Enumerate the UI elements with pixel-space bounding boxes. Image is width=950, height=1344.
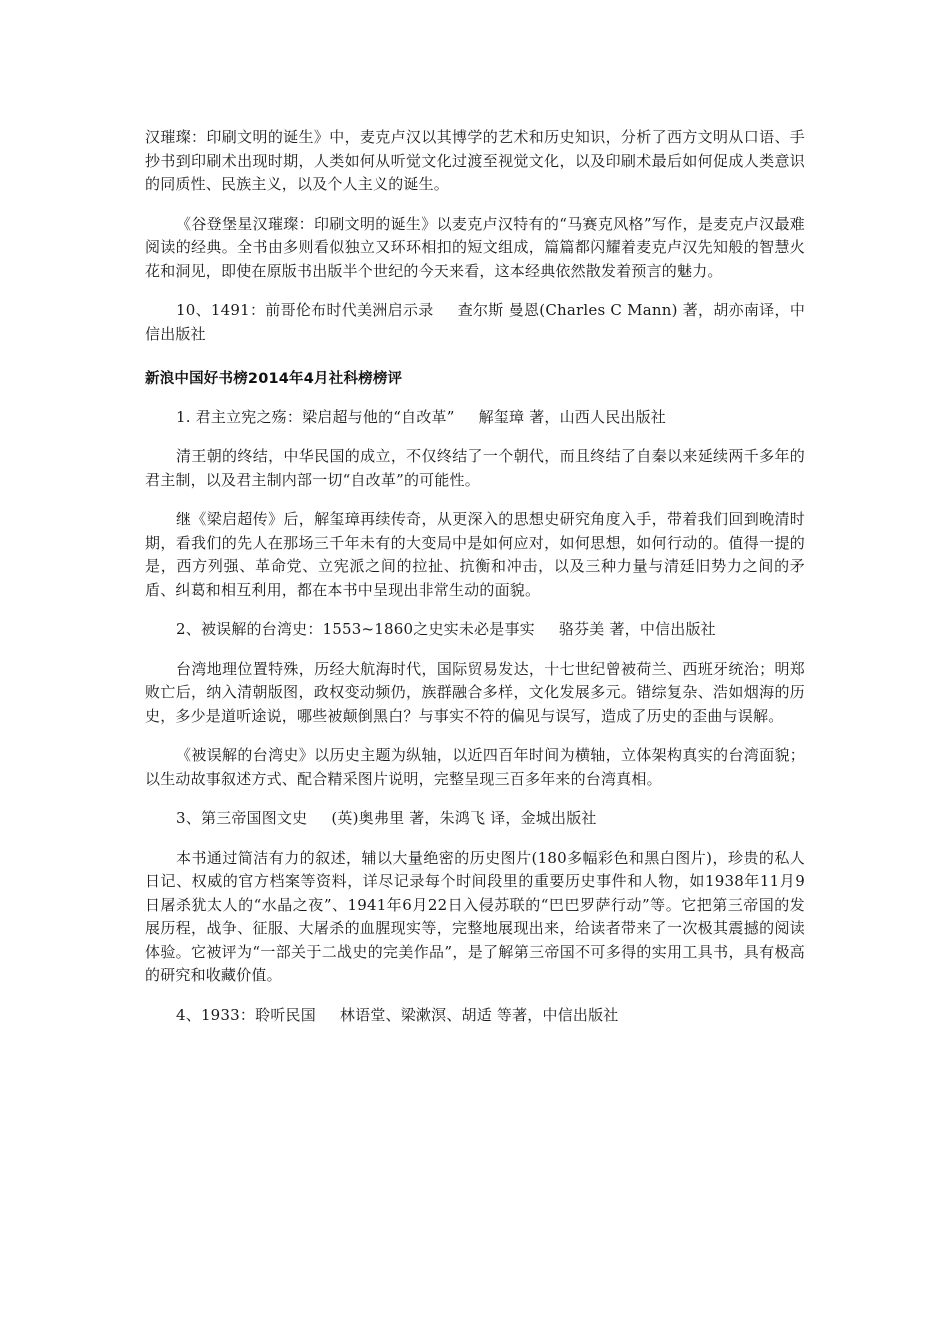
book-title: 2、被误解的台湾史：1553~1860之史实未必是事实 — [176, 620, 535, 638]
section-heading: 新浪中国好书榜2014年4月社科榜榜评 — [145, 371, 403, 387]
document-page — [145, 126, 805, 1043]
review-paragraph: 《被误解的台湾史》以历史主题为纵轴，以近四百年时间为横轴，立体架构真实的台湾面貌；以生动故事叙述方式、配合精采图片说明，完整呈现三百多年来的台湾真相。 — [145, 746, 805, 788]
book-description-paragraph: 《谷登堡星汉璀璨：印刷文明的诞生》以麦克卢汉特有的“马赛克风格”写作，是麦克卢汉最难阅读的经典。全书由多则看似独立又环环相扣的短文组成，篇篇都闪耀着麦克卢汉先知般的智慧火花和洞见，即使在原版书出版半个世纪的今天来看，这本经典依然散发着预言的魅力。 — [145, 214, 805, 280]
book-title: 4、1933：聆听民国 — [176, 1005, 316, 1024]
intro-paragraph-continued: 汉璀璨：印刷文明的诞生》中，麦克卢汉以其博学的艺术和历史知识，分析了西方文明从口语、手抄书到印刷术出现时期，人类如何从听觉文化过渡至视觉文化，以及印刷术最后如何促成人类意识的同质性、民族主义，以及个人主义的诞生。 — [145, 128, 805, 193]
book-author-publisher: 林语堂、梁漱溟、胡适 等著，中信出版社 — [339, 1005, 619, 1024]
book-author-publisher: (英)奥弗里 著，朱鸿飞 译，金城出版社 — [331, 809, 597, 827]
book-entry-3 — [145, 807, 805, 831]
book-author-publisher: 查尔斯 曼恩(Charles C Mann) 著，胡亦南译，中信出版社 — [145, 301, 806, 343]
book-entry-1 — [145, 406, 805, 430]
book-entry-10 — [145, 299, 805, 346]
book-title: 3、第三帝国图文史 — [176, 809, 308, 827]
book-author-publisher: 骆芬美 著，中信出版社 — [558, 620, 716, 638]
book-entry-4 — [145, 1004, 805, 1028]
review-paragraph: 本书通过简洁有力的叙述，辅以大量绝密的历史图片(180多幅彩色和黑白图片)，珍贵的私人日记、权威的官方档案等资料，详尽记录每个时间段里的重要历史事件和人物，如1938年11月9日屠杀犹太人的“水晶之夜”、1941年6月22日入侵苏联的“巴巴罗萨行动”等。它把第三帝国的发展历程，战争、征服、大屠杀的血腥现实等，完整地展现出来，给读者带来了一次极其震撼的阅读体验。它被评为“一部关于二战史的完美作品”，是了解第三帝国不可多得的实用工具书，具有极高的研究和收藏价值。 — [145, 848, 805, 984]
review-paragraph: 台湾地理位置特殊，历经大航海时代，国际贸易发达，十七世纪曾被荷兰、西班牙统治；明郑败亡后，纳入清朝版图，政权变动频仍，族群融合多样，文化发展多元。错综复杂、浩如烟海的历史，多少是道听途说，哪些被颠倒黑白？与事实不符的偏见与误写，造成了历史的歪曲与误解。 — [145, 659, 805, 725]
review-paragraph: 清王朝的终结，中华民国的成立，不仅终结了一个朝代，而且终结了自秦以来延续两千多年的君主制，以及君主制内部一切“自改革”的可能性。 — [145, 447, 805, 489]
book-title: 10、1491：前哥伦布时代美洲启示录 — [176, 301, 434, 319]
book-title: 1. 君主立宪之殇：梁启超与他的“自改革” — [176, 407, 455, 426]
review-paragraph: 继《梁启超传》后，解玺璋再续传奇，从更深入的思想史研究角度入手，带着我们回到晚清时期，看我们的先人在那场三千年未有的大变局中是如何应对，如何思想，如何行动的。值得一提的是，西方列强、革命党、立宪派之间的拉扯、抗衡和冲击，以及三种力量与清廷旧势力之间的矛盾、纠葛和相互利用，都在本书中呈现出非常生动的面貌。 — [145, 510, 805, 599]
book-entry-2 — [145, 618, 805, 642]
book-author-publisher: 解玺璋 著，山西人民出版社 — [478, 407, 666, 426]
